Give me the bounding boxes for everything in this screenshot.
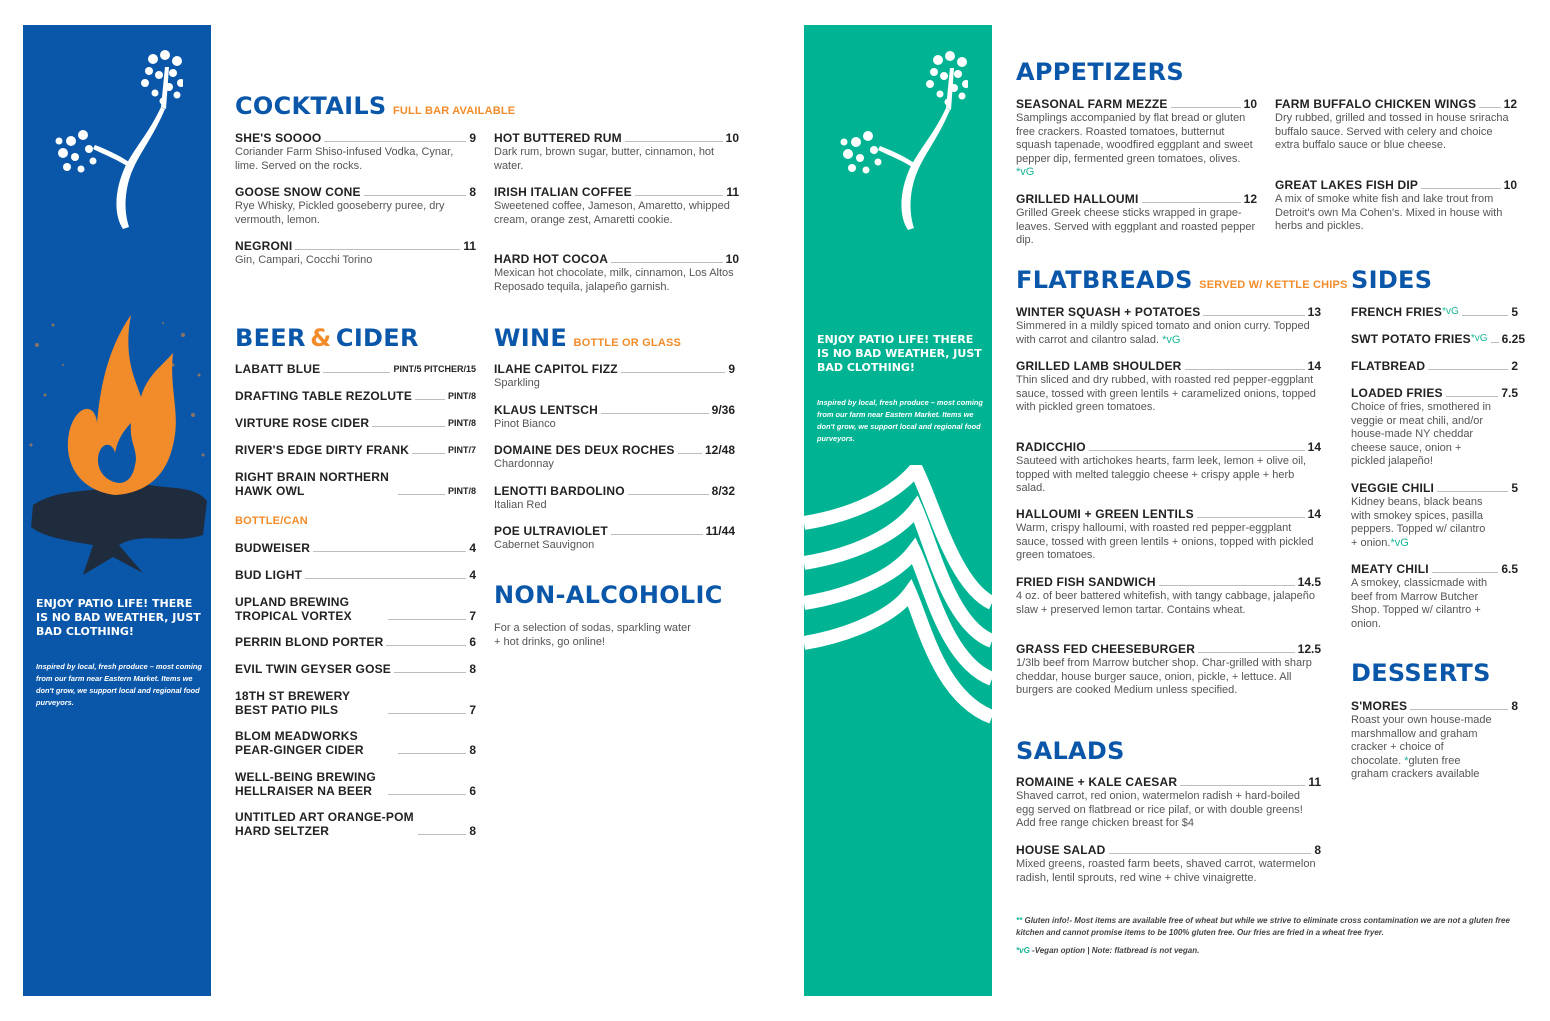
menu-item <box>1351 305 1518 319</box>
item-price: 13 <box>1307 305 1321 319</box>
item-price: PINT/8 <box>447 486 476 496</box>
menu-item <box>1016 642 1321 698</box>
item-name: WINTER SQUASH + POTATOES <box>1016 305 1201 319</box>
item-desc: Grilled Greek cheese sticks wrapped in grape-leaves. Served with eggplant and roasted pepper dip. <box>1016 207 1256 246</box>
menu-item <box>494 185 739 227</box>
item-price: 11 <box>463 239 476 253</box>
flatbreads-section <box>1016 266 1348 294</box>
item-name: SWT POTATO FRIES <box>1351 332 1471 346</box>
salads-section <box>1016 737 1125 765</box>
item-price: 9 <box>469 131 476 145</box>
item-price: 11 <box>1308 775 1321 789</box>
item-name: FRIED FISH SANDWICH <box>1016 575 1156 589</box>
item-name: BUD LIGHT <box>235 568 303 582</box>
item-price: 12 <box>1243 192 1257 206</box>
item-name: MEATY CHILI <box>1351 562 1429 576</box>
item-desc: Choice of fries, smothered in veggie or meat chili, and/or house-made NY cheddar cheese sauce, onion + pickled jalapeño! <box>1351 401 1492 467</box>
vegan-mark: *vG <box>1442 306 1459 317</box>
left-decor-strip <box>23 25 211 996</box>
item-name: FLATBREAD <box>1351 359 1426 373</box>
item-name: POE ULTRAVIOLET <box>494 524 608 538</box>
menu-item <box>235 362 476 376</box>
item-price: PINT/7 <box>447 445 476 455</box>
item-price: 12 <box>1503 97 1517 111</box>
item-desc: A smokey, classicmade with beef from Marrow Butcher Shop. Topped w/ cilantro + onion. <box>1351 577 1488 630</box>
menu-item <box>235 416 476 430</box>
menu-item <box>1016 359 1321 415</box>
item-price: 7 <box>469 609 476 623</box>
item-desc: Sweetened coffee, Jameson, Amaretto, whipped cream, orange zest, Amaretti cookie. <box>494 200 730 226</box>
item-desc: Samplings accompanied by flat bread or gluten free crackers. Roasted tomatoes, butternut squash tapenade, woodfired eggplant and sweet pepper dip, fermented green tomatoes, olives. <box>1016 112 1253 165</box>
item-name: S'MORES <box>1351 699 1408 713</box>
item-price: 6 <box>469 635 476 649</box>
item-price: 8 <box>469 824 476 838</box>
menu-item <box>1016 97 1257 180</box>
menu-item <box>235 185 476 227</box>
item-desc: Rye Whisky, Pickled gooseberry puree, dry vermouth, lemon. <box>235 200 445 226</box>
item-name: VEGGIE CHILI <box>1351 481 1435 495</box>
item-price: 8/32 <box>711 484 735 498</box>
item-name: PERRIN BLOND PORTER <box>235 635 384 649</box>
item-name: NEGRONI <box>235 239 293 253</box>
menu-item <box>494 131 739 173</box>
dill-flower-icon <box>838 50 968 235</box>
item-desc: Sauteed with artichokes hearts, farm leek, lemon + olive oil, topped with melted taleggio cheese + crispy apple + herb salad. <box>1016 455 1307 494</box>
item-name: GREAT LAKES FISH DIP <box>1275 178 1419 192</box>
item-name: RIGHT BRAIN NORTHERN HAWK OWL <box>235 470 389 498</box>
item-price: PINT/5 PITCHER/15 <box>393 364 476 374</box>
campfire-icon <box>23 305 211 585</box>
item-price: 9 <box>728 362 735 376</box>
item-desc: Mexican hot chocolate, milk, cinnamon, Los Altos Reposado tequila, jalapeño garnish. <box>494 267 734 293</box>
menu-item <box>1016 843 1321 885</box>
item-name: LABATT BLUE <box>235 362 321 376</box>
strip-note: Inspired by local, fresh produce – most coming from our farm near Eastern Market. Items we don't grow, we support local and regional food purveyors. <box>817 398 983 443</box>
menu-item <box>1016 440 1321 496</box>
gluten-mark: * <box>1404 754 1409 767</box>
item-price: PINT/8 <box>447 391 476 401</box>
item-desc: A mix of smoke white fish and lake trout from Detroit's own Ma Cohen's. Mixed in house with herbs and pickles. <box>1275 193 1503 232</box>
item-desc: Dark rum, brown sugar, butter, cinnamon, hot water. <box>494 146 715 172</box>
menu-item <box>1016 575 1321 617</box>
item-name: GRILLED LAMB SHOULDER <box>1016 359 1182 373</box>
item-desc: Shaved carrot, red onion, watermelon radish + hard-boiled egg served on flatbread or rice pilaf, or with double greens! Add free range chicken breast for $4 <box>1016 790 1303 829</box>
section-subtitle: BOTTLE OR GLASS <box>573 337 682 349</box>
item-desc: Roast your own house-made marshmallow and graham cracker + choice of chocolate. <box>1351 714 1492 767</box>
item-desc: 4 oz. of beer battered whitefish, with tangy cabbage, jalapeño slaw + preserved lemon tartar. Contains wheat. <box>1016 590 1316 616</box>
section-title: SALADS <box>1016 737 1125 765</box>
desserts-section <box>1351 659 1491 687</box>
item-desc: Coriander Farm Shiso-infused Vodka, Cynar, lime. Served on the rocks. <box>235 146 454 172</box>
item-price: 14.5 <box>1297 575 1321 589</box>
item-name: DRAFTING TABLE REZOLUTE <box>235 389 413 403</box>
item-desc: Warm, crispy halloumi, with roasted red pepper-eggplant sauce, tossed with green lentils + onions, topped with pickled green tomatoes. <box>1016 522 1314 561</box>
item-name: GRILLED HALLOUMI <box>1016 192 1139 206</box>
item-price: 12.5 <box>1297 642 1321 656</box>
item-price: 8 <box>469 185 476 199</box>
item-name: HOT BUTTERED RUM <box>494 131 622 145</box>
menu-item <box>235 443 476 457</box>
item-name: LOADED FRIES <box>1351 386 1443 400</box>
strip-tagline: ENJOY PATIO LIFE! THERE IS NO BAD WEATHER, JUST BAD CLOTHING! <box>36 597 201 638</box>
item-name: FRENCH FRIES <box>1351 305 1443 319</box>
ampersand: & <box>310 324 332 352</box>
wave-icon <box>804 465 992 725</box>
item-name: EVIL TWIN GEYSER GOSE <box>235 662 392 676</box>
menu-item <box>494 443 735 472</box>
item-price: 14 <box>1307 359 1321 373</box>
item-name: UPLAND BREWING TROPICAL VORTEX <box>235 595 352 623</box>
menu-item <box>235 239 476 268</box>
section-title: BEER <box>235 324 306 352</box>
section-subtitle: SERVED W/ KETTLE CHIPS <box>1199 279 1348 291</box>
menu-item <box>1351 332 1525 346</box>
item-desc: Simmered in a mildly spiced tomato and onion curry. Topped with carrot and cilantro salad. <box>1016 320 1310 346</box>
item-desc: Pinot Bianco <box>494 418 556 430</box>
nonalc-section <box>494 581 723 609</box>
menu-item <box>235 770 476 798</box>
item-name: RIVER'S EDGE DIRTY FRANK <box>235 443 410 457</box>
item-price: 4 <box>469 541 476 555</box>
item-name: HARD HOT COCOA <box>494 252 609 266</box>
item-price: 11/44 <box>705 524 735 538</box>
menu-item <box>1016 192 1257 248</box>
menu-item <box>235 541 476 555</box>
section-title: FLATBREADS <box>1016 266 1193 294</box>
vegan-footnote <box>1016 945 1516 957</box>
item-price: 11 <box>726 185 739 199</box>
item-price: 5 <box>1511 305 1518 319</box>
dill-flower-icon <box>53 49 183 234</box>
item-price: 2 <box>1511 359 1518 373</box>
menu-item <box>235 689 476 717</box>
item-name: UNTITLED ART ORANGE-POM HARD SELTZER <box>235 810 414 838</box>
vegan-mark: *vG <box>1016 946 1030 955</box>
item-name: GOOSE SNOW CONE <box>235 185 361 199</box>
menu-item <box>1351 699 1518 782</box>
menu-item <box>494 403 735 432</box>
menu-item <box>235 635 476 649</box>
item-name: VIRTURE ROSE CIDER <box>235 416 370 430</box>
item-desc: Dry rubbed, grilled and tossed in house sriracha buffalo sauce. Served with celery and choice extra buffalo sauce or blue cheese. <box>1275 112 1509 151</box>
item-name: HOUSE SALAD <box>1016 843 1106 857</box>
item-price: 10 <box>1503 178 1517 192</box>
item-name: SEASONAL FARM MEZZE <box>1016 97 1168 111</box>
vegan-mark: *vG <box>1016 166 1035 178</box>
item-name: BLOM MEADWORKS PEAR-GINGER CIDER <box>235 729 364 757</box>
menu-item <box>494 362 735 391</box>
item-name: BUDWEISER <box>235 541 311 555</box>
item-name: HALLOUMI + GREEN LENTILS <box>1016 507 1194 521</box>
section-title: NON-ALCOHOLIC <box>494 581 723 609</box>
menu-item <box>1351 386 1518 469</box>
item-price: 6 <box>469 784 476 798</box>
item-price: 4 <box>469 568 476 582</box>
item-name: LENOTTI BARDOLINO <box>494 484 625 498</box>
menu-item <box>1016 507 1321 563</box>
menu-item <box>235 131 476 173</box>
menu-item <box>235 568 476 582</box>
item-price: 10 <box>725 131 739 145</box>
section-title: APPETIZERS <box>1016 58 1185 86</box>
appetizers-section <box>1016 58 1184 86</box>
section-title: WINE <box>494 324 568 352</box>
item-price: 10 <box>1243 97 1257 111</box>
gluten-footnote <box>1016 915 1516 939</box>
item-price: 14 <box>1307 440 1321 454</box>
menu-item <box>494 252 739 294</box>
item-desc: Gin, Campari, Cocchi Torino <box>235 254 373 266</box>
item-price: 9/36 <box>711 403 735 417</box>
menu-item <box>235 389 476 403</box>
item-price: 8 <box>469 662 476 676</box>
sides-section <box>1351 266 1432 294</box>
section-title: DESSERTS <box>1351 659 1491 687</box>
nonalc-desc: For a selection of sodas, sparkling water + hot drinks, go online! <box>494 622 691 648</box>
item-price: 8 <box>1314 843 1321 857</box>
item-price: 6.25 <box>1501 332 1525 346</box>
menu-item <box>1351 359 1518 373</box>
cocktails-section <box>235 92 515 120</box>
vegan-mark: *vG <box>1470 333 1488 344</box>
item-desc: Mixed greens, roasted farm beets, shaved carrot, watermelon radish, lentil sprouts, red wine + chive vinaigrette. <box>1016 858 1316 884</box>
strip-note: Inspired by local, fresh produce – most coming from our farm near Eastern Market. Items we don't grow, we support local and regional food purveyors. <box>36 662 202 707</box>
item-price: 8 <box>469 743 476 757</box>
item-price: 6.5 <box>1501 562 1518 576</box>
vegan-mark: *vG <box>1162 333 1181 346</box>
beer-section <box>235 324 419 352</box>
item-desc: Italian Red <box>494 499 547 511</box>
vegan-mark: *vG <box>1390 536 1409 549</box>
right-decor-strip <box>804 25 992 996</box>
menu-item <box>1275 178 1517 234</box>
item-price: 7 <box>469 703 476 717</box>
item-name: KLAUS LENTSCH <box>494 403 598 417</box>
menu-item <box>494 524 735 553</box>
menu-item <box>494 484 735 513</box>
menu-item <box>235 595 476 623</box>
item-desc: gluten free graham crackers available <box>1351 754 1480 780</box>
menu-item <box>1016 775 1321 831</box>
menu-item <box>235 810 476 838</box>
item-desc: Chardonnay <box>494 458 554 470</box>
item-price: 14 <box>1307 507 1321 521</box>
item-price: 8 <box>1511 699 1518 713</box>
item-name: 18TH ST BREWERY BEST PATIO PILS <box>235 689 351 717</box>
item-desc: 1/3lb beef from Marrow butcher shop. Char-grilled with sharp cheddar, house burger sauce, onion, pickle, + lettuce. All burgers are cooked Medium unless specified. <box>1016 657 1312 696</box>
item-name: FARM BUFFALO CHICKEN WINGS <box>1275 97 1477 111</box>
section-title: SIDES <box>1351 266 1433 294</box>
item-name: IRISH ITALIAN COFFEE <box>494 185 632 199</box>
item-price: PINT/8 <box>447 418 476 428</box>
item-desc: Thin sliced and dry rubbed, with roasted red pepper-eggplant sauce, tossed with green lentils + caramelized onions, topped with pickled green tomatoes. <box>1016 374 1316 413</box>
menu-item <box>235 470 476 498</box>
gluten-text: Gluten info!- Most items are available free of wheat but while we strive to eliminate cross contamination we are not a gluten free kitchen and cannot promise items to be 100% gluten free. Our fries are fried in a wheat free fryer. <box>1016 916 1510 937</box>
menu-item <box>1275 97 1517 153</box>
item-desc: Cabernet Sauvignon <box>494 539 595 551</box>
item-price: 7.5 <box>1501 386 1518 400</box>
item-name: SHE'S SOOOO <box>235 131 322 145</box>
item-price: 5 <box>1511 481 1518 495</box>
item-name: DOMAINE DES DEUX ROCHES <box>494 443 675 457</box>
vegan-text: -Vegan option | Note: flatbread is not vegan. <box>1032 946 1200 955</box>
item-desc: Sparkling <box>494 377 540 389</box>
menu-item <box>235 662 476 676</box>
section-title: CIDER <box>335 324 419 352</box>
section-subtitle: FULL BAR AVAILABLE <box>392 105 516 117</box>
item-desc: Kidney beans, black beans with smokey spices, pasilla peppers. Topped w/ cilantro + onion. <box>1351 496 1486 549</box>
bottle-can-label: BOTTLE/CAN <box>235 515 308 527</box>
item-name: GRASS FED CHEESEBURGER <box>1016 642 1196 656</box>
item-name: ROMAINE + KALE CAESAR <box>1016 775 1178 789</box>
section-title: COCKTAILS <box>235 92 387 120</box>
item-price: 12/48 <box>704 443 735 457</box>
menu-item <box>1351 481 1518 550</box>
item-price: 10 <box>725 252 739 266</box>
menu-item <box>1016 305 1321 347</box>
menu-item <box>1351 562 1518 631</box>
menu-item <box>235 729 476 757</box>
item-name: RADICCHIO <box>1016 440 1086 454</box>
item-name: WELL-BEING BREWING HELLRAISER NA BEER <box>235 770 376 798</box>
item-name: ILAHE CAPITOL FIZZ <box>494 362 618 376</box>
wine-section <box>494 324 681 352</box>
gluten-mark: ** <box>1016 916 1023 925</box>
strip-tagline: ENJOY PATIO LIFE! THERE IS NO BAD WEATHER, JUST BAD CLOTHING! <box>817 333 982 374</box>
